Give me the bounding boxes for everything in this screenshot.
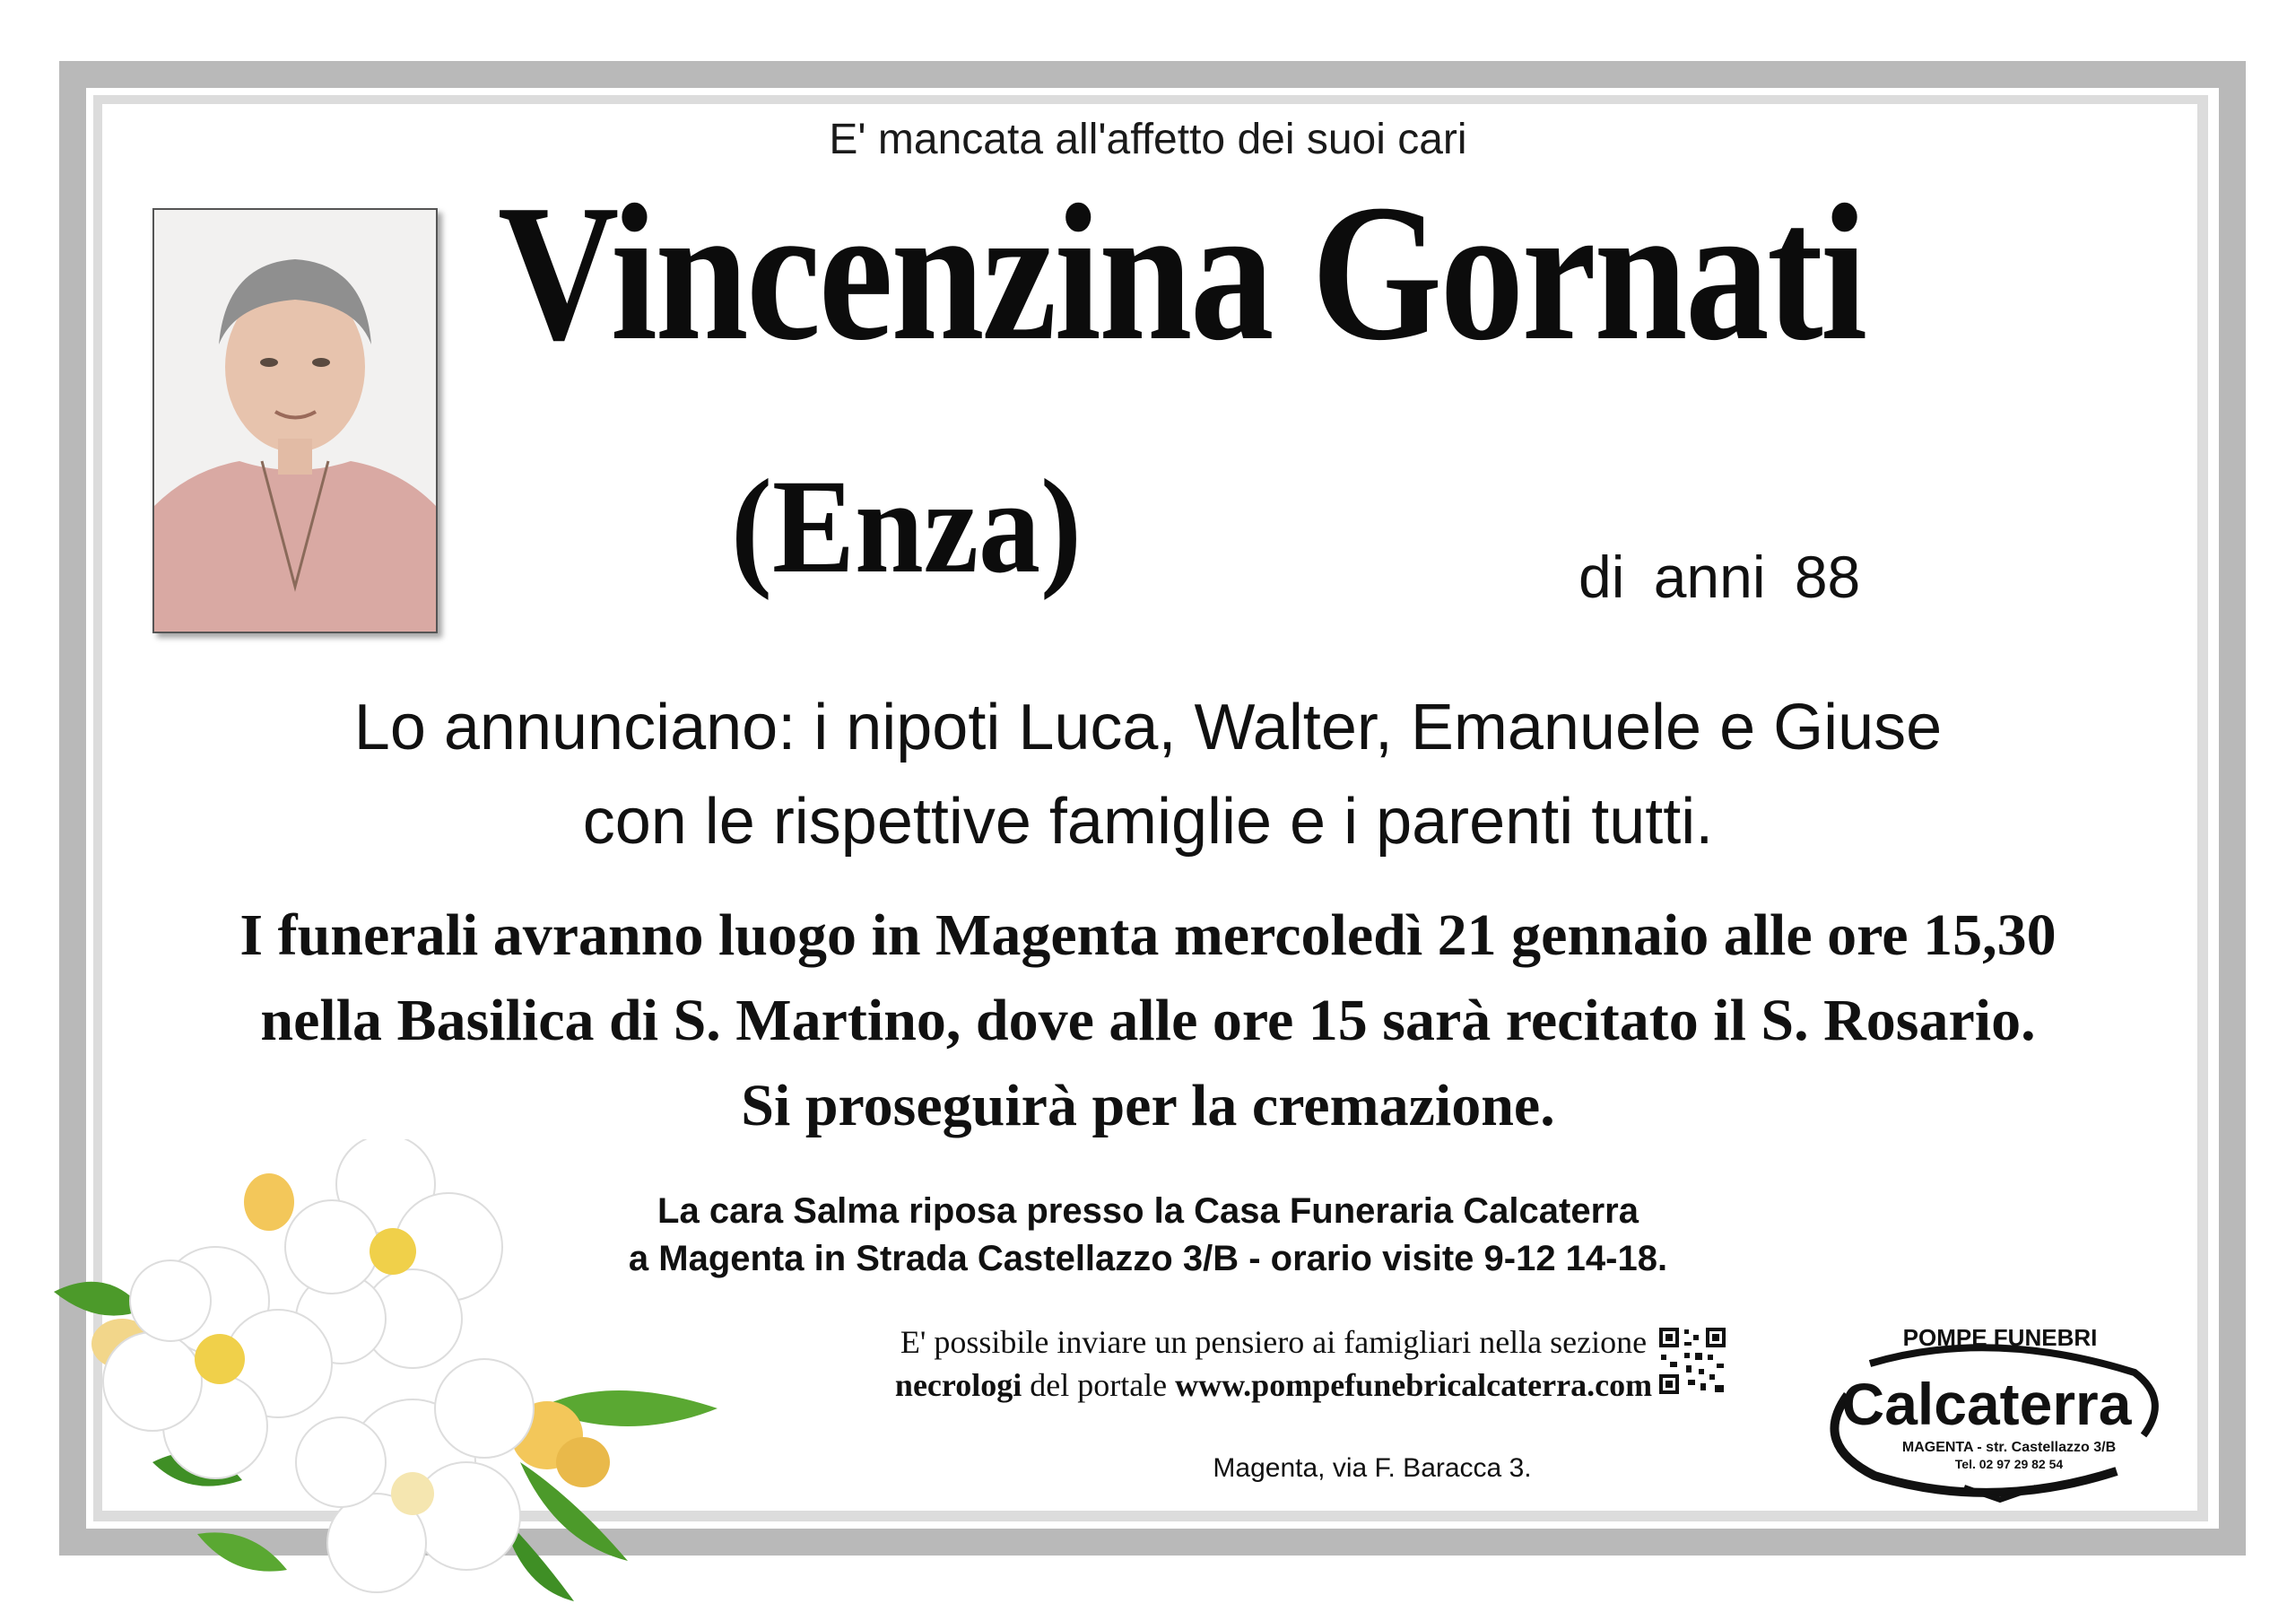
funeral-line-1: I funerali avranno luogo in Magenta mercoledì 21 gennaio alle ore 15,30 — [239, 902, 2057, 968]
deceased-nickname: (Enza) — [731, 452, 1082, 601]
logo-address-text: MAGENTA - str. Castellazzo 3/B — [1901, 1440, 2117, 1455]
qr-code-icon[interactable] — [1657, 1326, 1727, 1396]
announcement-line-2: con le rispettive famiglie e i parenti tutti. — [582, 786, 1714, 858]
funeral-line-2: nella Basilica di S. Martino, dove alle ore 15 sarà recitato il S. Rosario. — [260, 988, 2036, 1053]
logo-top-text: POMPE FUNEBRI — [1902, 1324, 2098, 1351]
portrait-icon — [154, 210, 436, 632]
logo-phone-text: Tel. 02 97 29 82 54 — [1954, 1457, 2064, 1471]
website-link[interactable]: www.pompefunebricalcaterra.com — [1175, 1367, 1653, 1403]
funeral-line-3: Si proseguirà per la cremazione. — [741, 1073, 1555, 1138]
address-text: Magenta, via F. Baracca 3. — [1213, 1453, 1532, 1483]
calcaterra-logo — [1794, 1310, 2188, 1507]
portrait-photo — [152, 208, 438, 633]
salma-line-2: a Magenta in Strada Castellazzo 3/B - orario visite 9-12 14-18. — [628, 1239, 1668, 1278]
online-connector: del portale — [1022, 1367, 1176, 1403]
deceased-name: Vincenzina Gornati — [498, 165, 1866, 381]
logo-brand-text: Calcaterra — [1841, 1371, 2132, 1437]
announcement-line-1: Lo annunciano: i nipoti Luca, Walter, Emanuele e Giuse — [353, 692, 1943, 763]
online-line-1: E' possibile inviare un pensiero ai famigliari nella sezione — [900, 1324, 1648, 1360]
salma-line-1: La cara Salma riposa presso la Casa Funeraria Calcaterra — [657, 1191, 1639, 1231]
white-roses-decoration — [36, 1139, 735, 1606]
deceased-age: di anni 88 — [1578, 544, 1861, 610]
necrologi-label: necrologi — [894, 1367, 1022, 1403]
intro-text: E' mancata all'affetto dei suoi cari — [829, 116, 1467, 163]
